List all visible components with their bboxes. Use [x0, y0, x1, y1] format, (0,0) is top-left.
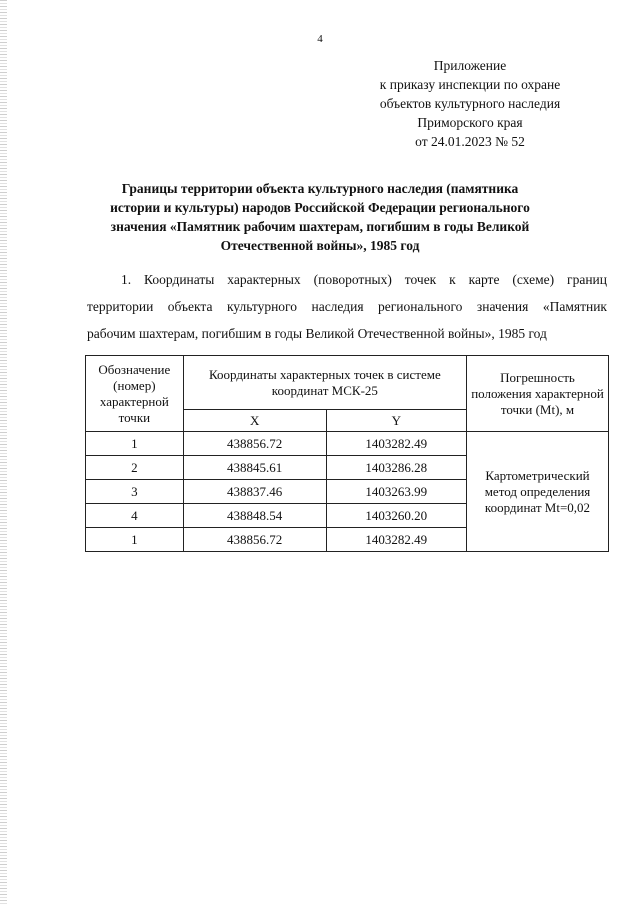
- title-line: Границы территории объекта культурного наследия (памятника: [121, 181, 519, 196]
- cell-point: 4: [86, 504, 184, 528]
- paragraph-line: территории объекта культурного наследия регионального значения «Памятник: [87, 299, 607, 314]
- document-title: [100, 179, 540, 255]
- appendix-line: от 24.01.2023 № 52: [415, 134, 525, 149]
- paragraph-line: рабочим шахтерам, погибшим в годы Великой Отечественной войны», 1985 год: [87, 326, 547, 341]
- appendix-line: к приказу инспекции по охране: [379, 77, 561, 92]
- cell-point: 3: [86, 480, 184, 504]
- cell-x: 438837.46: [183, 480, 326, 504]
- page-number: 4: [317, 33, 323, 45]
- cell-x: 438848.54: [183, 504, 326, 528]
- cell-y: 1403263.99: [326, 480, 466, 504]
- header-x: X: [183, 410, 326, 432]
- cell-y: 1403286.28: [326, 456, 466, 480]
- appendix-line: Приложение: [433, 58, 507, 73]
- cell-point: 2: [86, 456, 184, 480]
- cell-x: 438856.72: [183, 432, 326, 456]
- cell-x: 438845.61: [183, 456, 326, 480]
- cell-error-method: Картометрический метод определения координат Mt=0,02: [467, 432, 609, 552]
- title-line: истории и культуры) народов Российской Федерации регионального: [110, 200, 530, 215]
- header-coordinates: Координаты характерных точек в системе координат МСК-25: [183, 356, 466, 410]
- title-line: Отечественной войны», 1985 год: [220, 238, 420, 253]
- scan-edge-artifact: [0, 0, 7, 905]
- table-header-row: [86, 356, 609, 410]
- cell-point: 1: [86, 432, 184, 456]
- cell-point: 1: [86, 528, 184, 552]
- coordinates-paragraph: [87, 266, 607, 347]
- cell-x: 438856.72: [183, 528, 326, 552]
- cell-y: 1403260.20: [326, 504, 466, 528]
- cell-y: 1403282.49: [326, 528, 466, 552]
- title-line: значения «Памятник рабочим шахтерам, погибшим в годы Великой: [110, 219, 530, 234]
- header-point-number: Обозначение (номер) характерной точки: [86, 356, 184, 432]
- header-y: Y: [326, 410, 466, 432]
- table-row: [86, 432, 609, 456]
- coordinates-table: [85, 355, 609, 552]
- cell-y: 1403282.49: [326, 432, 466, 456]
- appendix-line: Приморского края: [417, 115, 523, 130]
- appendix-block: [360, 56, 580, 151]
- appendix-line: объектов культурного наследия: [379, 96, 561, 111]
- paragraph-line: 1. Координаты характерных (поворотных) точек к карте (схеме) границ: [121, 272, 607, 287]
- header-error: Погрешность положения характерной точки (Mt), м: [467, 356, 609, 432]
